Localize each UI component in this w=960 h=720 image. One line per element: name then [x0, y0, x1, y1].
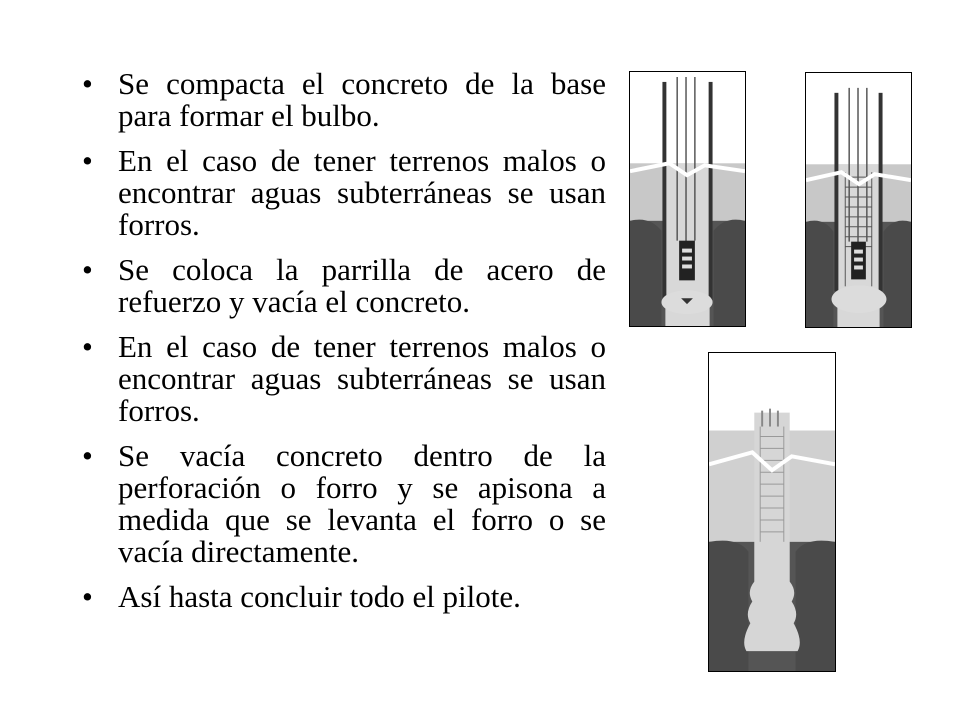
bullet-symbol: • — [82, 329, 93, 364]
bullet-item — [80, 68, 606, 132]
pile-diagram-complete — [708, 352, 836, 672]
bullet-symbol: • — [82, 66, 93, 101]
bullet-text: Se compacta el concreto de la base para formar el bulbo. — [118, 66, 606, 133]
bullet-symbol: • — [82, 579, 93, 614]
bullet-item — [80, 254, 606, 318]
bullet-text: En el caso de tener terrenos malos o encontrar aguas subterráneas se usan forros. — [118, 329, 606, 428]
bullet-symbol: • — [82, 252, 93, 287]
pile-diagram-bulb — [629, 71, 746, 327]
bullet-symbol: • — [82, 143, 93, 178]
bullet-symbol: • — [82, 438, 93, 473]
bullet-text: En el caso de tener terrenos malos o encontrar aguas subterráneas se usan forros. — [118, 143, 606, 242]
bullet-text: Se vacía concreto dentro de la perforación o forro y se apisona a medida que se levanta el forro o se vacía directamente. — [118, 438, 606, 569]
bullet-text: Se coloca la parrilla de acero de refuerzo y vacía el concreto. — [118, 252, 606, 319]
bullet-item — [80, 581, 606, 613]
pile-diagram-cage — [805, 72, 912, 328]
bullet-item — [80, 331, 606, 427]
bullet-item — [80, 440, 606, 568]
bullet-text: Así hasta concluir todo el pilote. — [118, 579, 521, 614]
bullet-list — [80, 68, 606, 626]
bullet-item — [80, 145, 606, 241]
